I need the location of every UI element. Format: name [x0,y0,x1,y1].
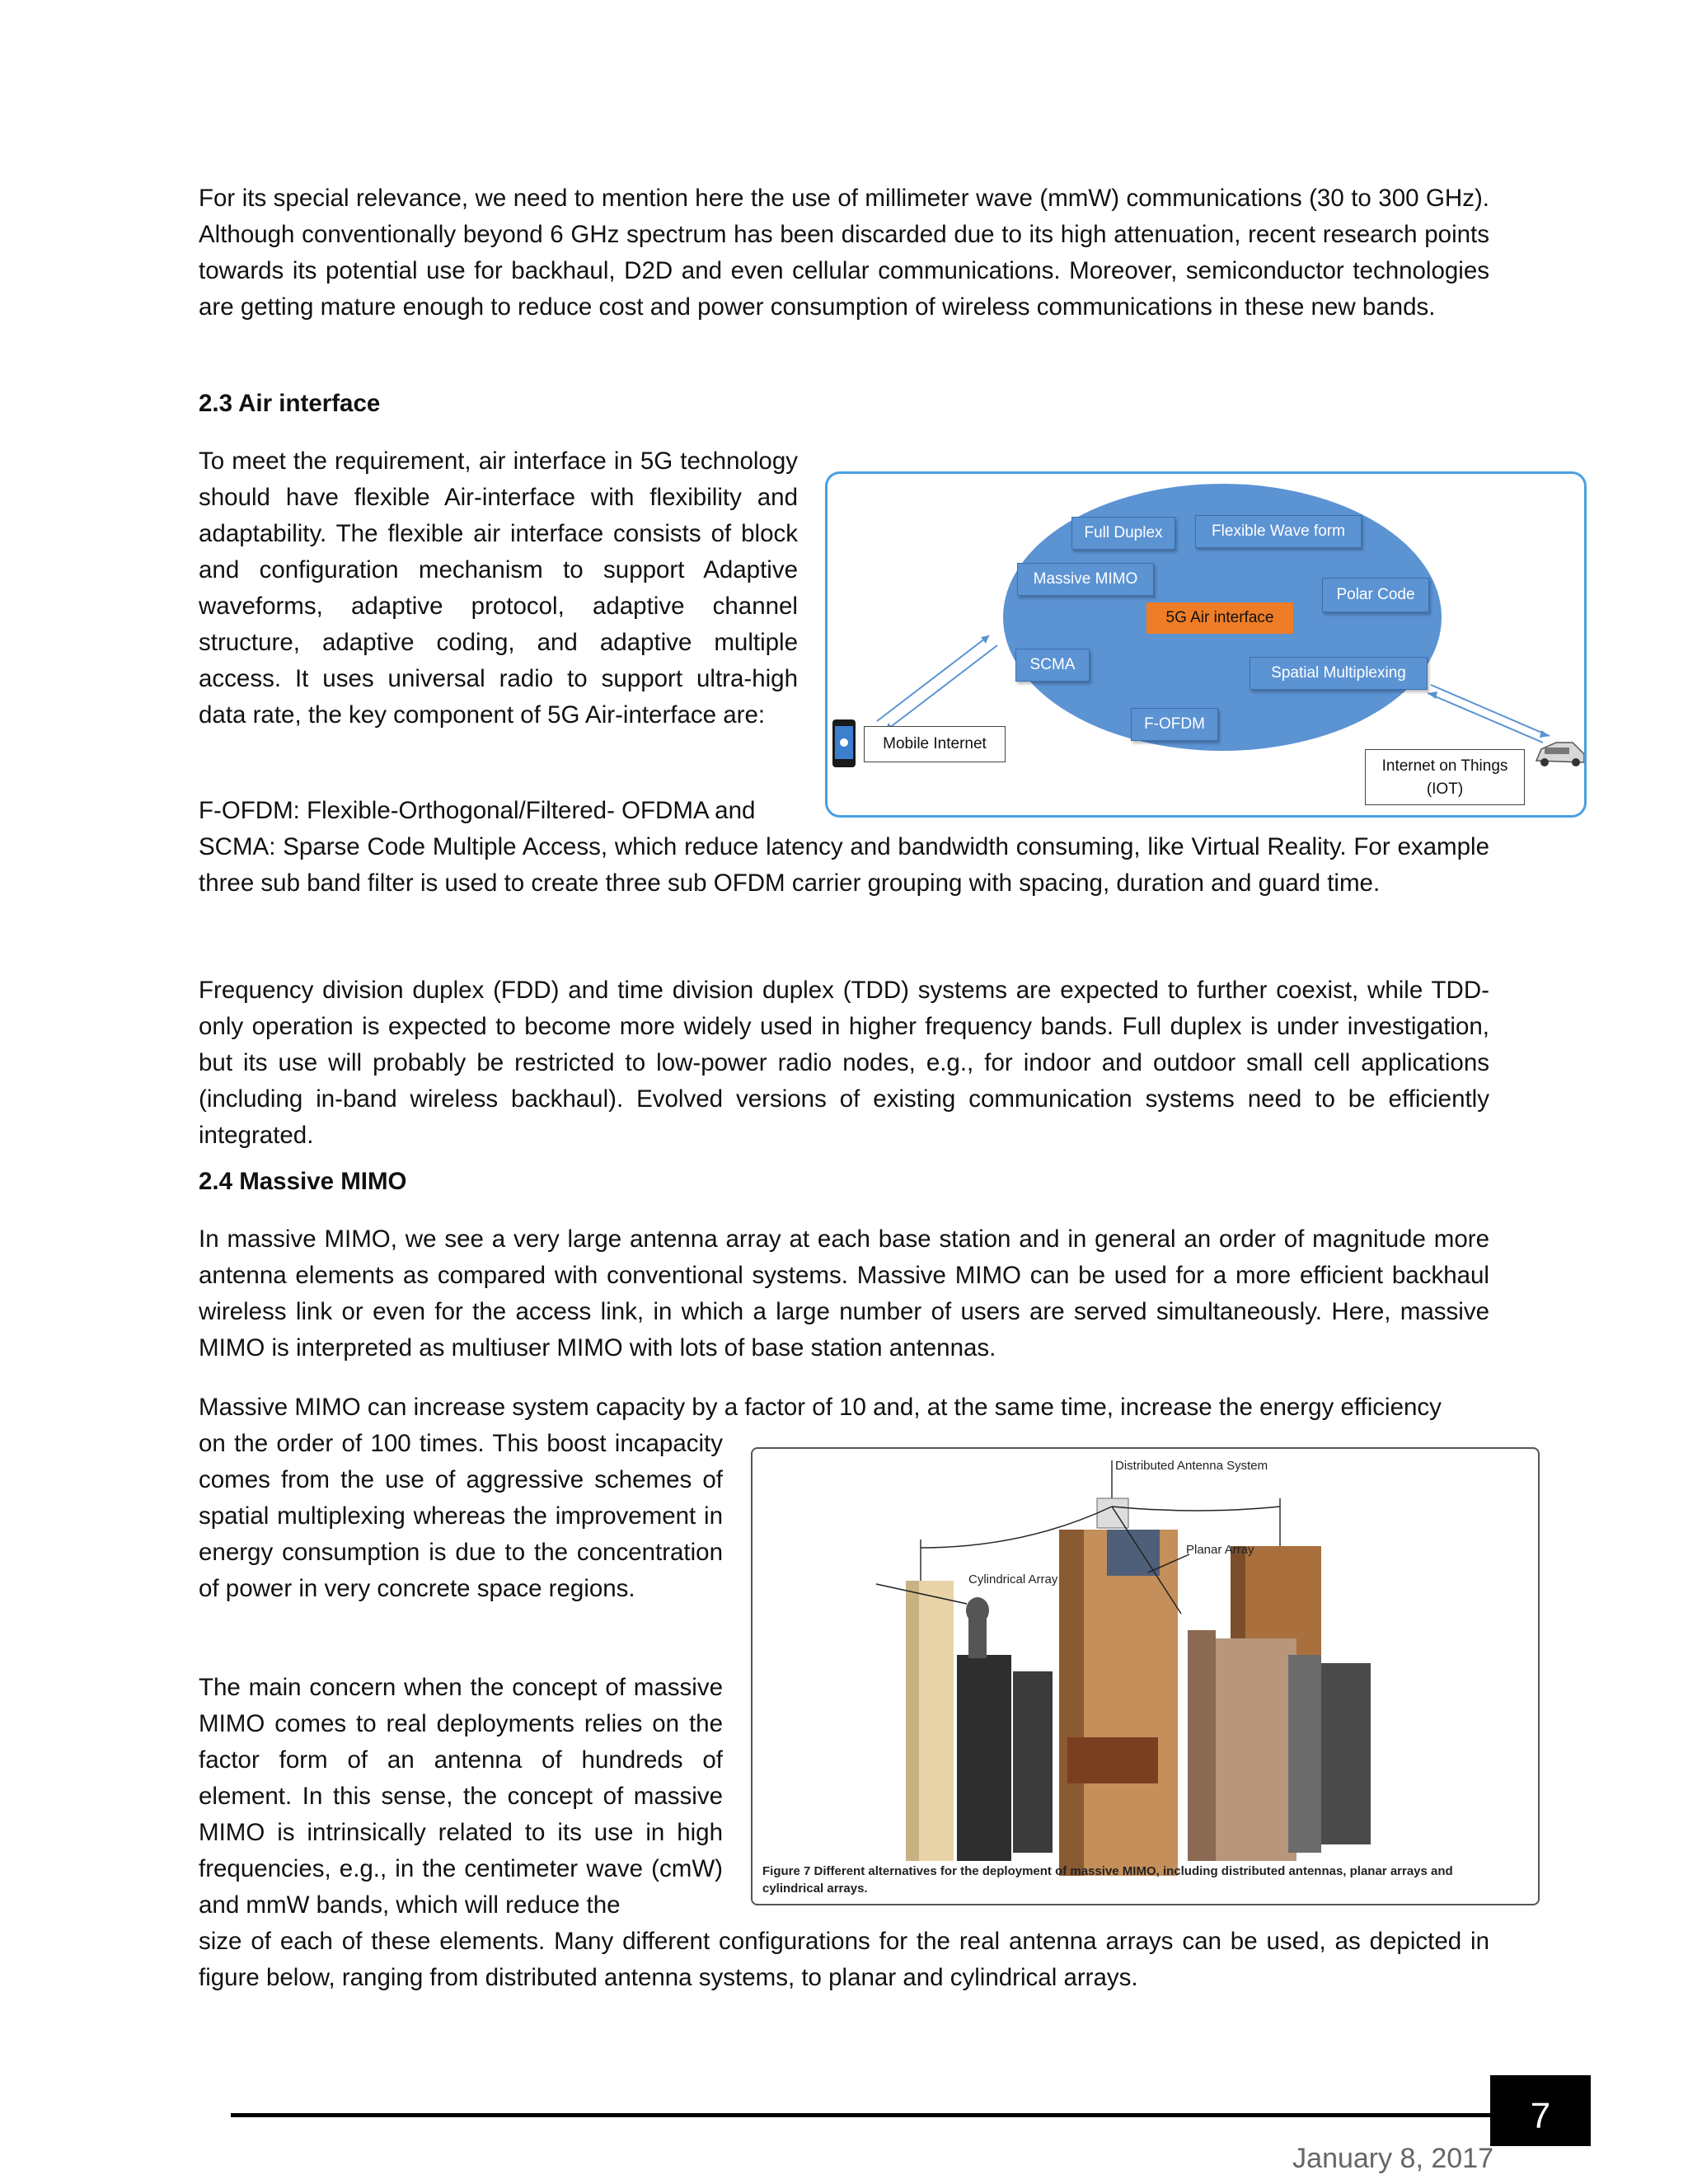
scma-box: SCMA [1015,649,1090,682]
das-label: Distributed Antenna System [1115,1459,1268,1473]
full-duplex-box: Full Duplex [1071,517,1175,550]
massive-mimo-paragraph-2: on the order of 100 times. This boost incapacity comes from the use of aggressive schemes of spatial multiplexing whereas the improvement in energy consumption is due to the concentration of power in very concrete space regions. [199,1430,723,1602]
section-heading-massive-mimo: 2.4 Massive MIMO [199,1168,407,1195]
page-number: 7 [1490,2075,1591,2146]
air-interface-figure [825,471,1587,818]
fofdm-box: F-OFDM [1131,708,1218,741]
mobile-internet-box: Mobile Internet [864,726,1006,762]
massive-mimo-figure [751,1447,1540,1905]
massive-mimo-paragraph-3: The main concern when the concept of massive MIMO comes to real deployments relies on the factor form of an antenna of hundreds of element. In this sense, the concept of massive MIMO is intrinsically related to its use in high frequencies, e.g., in the centimeter wave (cmW) and mmW bands, which will reduce the [199,1674,723,1919]
flexible-wave-box: Flexible Wave form [1195,515,1362,548]
massive-mimo-paragraph-3-end: size of each of these elements. Many different configurations for the real antenna arrays can be used, as depicted in figure below, ranging from distributed antenna systems, to planar and cylindrical arrays. [199,1928,1489,1991]
cylindrical-array-label: Cylindrical Array [968,1572,1058,1586]
mmw-paragraph: For its special relevance, we need to mention here the use of millimeter wave (mmW) communications (30 to 300 GHz). Although conventionally beyond 6 GHz spectrum has been discarded due to its high attenuation, recent research points towards its potential use for backhaul, D2D and even cellular communications. Moreover, semiconductor technologies are getting mature enough to reduce cost and power consumption of wireless communications in these new bands. [199,185,1489,321]
massive-mimo-paragraph-2-line1: Massive MIMO can increase system capacity by a factor of 10 and, at the same time, increase the energy efficiency [199,1394,1442,1421]
figure-7-caption [762,1863,1504,1897]
car-icon [1536,743,1584,766]
section-heading-air-interface: 2.3 Air interface [199,390,381,417]
massive-mimo-box: Massive MIMO [1017,563,1154,596]
massive-mimo-paragraph-1: In massive MIMO, we see a very large antenna array at each base station and in general an order of magnitude more antenna elements as compared with conventional systems. Massive MIMO can be used for a more efficient backhaul wireless link or even for the access link, in which a large number of users are served simultaneously. Here, massive MIMO is interpreted as multiuser MIMO with lots of base station antennas. [199,1226,1489,1361]
spatial-multiplexing-box: Spatial Multiplexing [1250,657,1428,690]
polar-code-box: Polar Code [1322,578,1429,612]
buildings-illustration [753,1449,1538,1904]
footer-rule [231,2113,1492,2117]
iot-box [1365,749,1525,805]
iot-label-line1: Internet on Things [1381,757,1508,775]
figure-7-caption-text: Different alternatives for the deployment of massive MIMO, including distributed antennas, planar arrays and cylindrical arrays. [762,1864,1453,1896]
center-5g-air-interface-box: 5G Air interface [1146,602,1293,634]
figure-7-label: Figure 7 [762,1864,811,1878]
footer-date: January 8, 2017 [1292,2143,1493,2174]
planar-array-label: Planar Array [1186,1543,1254,1557]
scma-paragraph: SCMA: Sparse Code Multiple Access, which reduce latency and bandwidth consuming, like Virtual Reality. For example three sub band filter is used to create three sub OFDM carrier grouping with spacing, duration and guard time. [199,833,1489,897]
fdd-tdd-paragraph: Frequency division duplex (FDD) and time division duplex (TDD) systems are expected to further coexist, while TDD-only operation is expected to become more widely used in higher frequency bands. Full duplex is under investigation, but its use will probably be restricted to low-power radio nodes, e.g., for indoor and outdoor small cell applications (including in-band wireless backhaul). Evolved versions of existing communication systems need to be efficiently integrated. [199,977,1489,1149]
air-interface-intro: To meet the requirement, air interface in 5G technology should have flexible Air-interface with flexibility and adaptability. The flexible air interface consists of block and configuration mechanism to support Adaptive waveforms, adaptive protocol, adaptive channel structure, adaptive coding, and adaptive multiple access. It uses universal radio to support ultra-high data rate, the key component of 5G Air-interface are: [199,448,798,729]
fofdm-line: F-OFDM: Flexible-Orthogonal/Filtered- OFDMA and [199,797,756,824]
phone-icon [832,719,856,767]
iot-label-line2: (IOT) [1426,780,1464,798]
